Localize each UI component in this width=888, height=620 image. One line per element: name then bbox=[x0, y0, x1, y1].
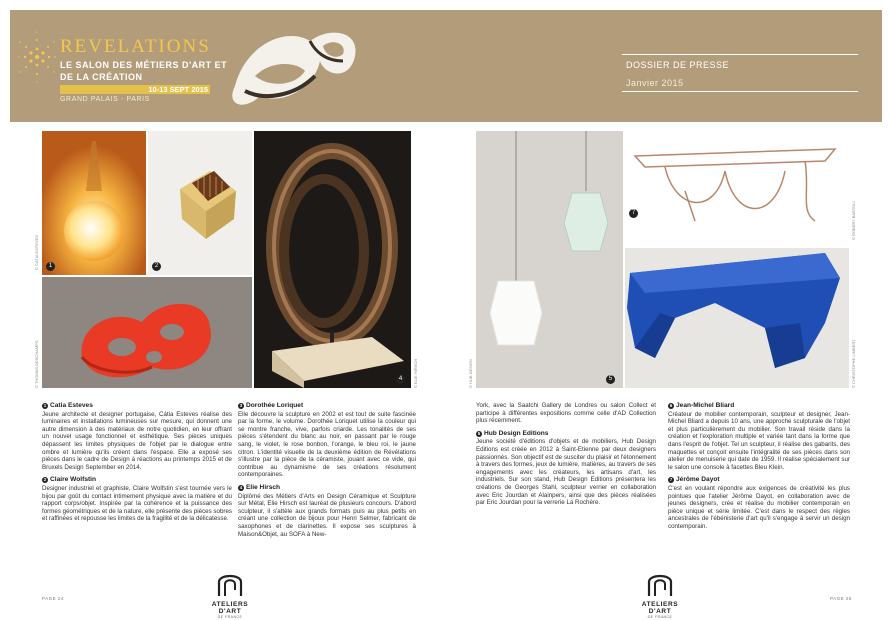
ateliers-logo-right bbox=[630, 570, 690, 619]
section-heading: 1 Catia Esteves bbox=[43, 402, 93, 409]
photo-number: 1 bbox=[46, 262, 55, 271]
photo-number: 2 bbox=[152, 262, 161, 271]
section-body: Diplômé des Métiers d'Arts en Design Céramique et Sculpture sur Métal, Elie Hirsch est lauréat de plusieurs concours. D'abord sculpteur, il s'attèle aux grands formats puis au plus petits en créant une collection de bijoux pour Henri Selmer, fabricant de saxophones et de clarinettes. Il expose ses sculptures à Maison&Objet, au SOFA à New- bbox=[238, 492, 416, 538]
press-box bbox=[622, 54, 858, 92]
lamp-photo bbox=[42, 131, 146, 275]
text-column-left-1 bbox=[42, 402, 232, 528]
header-band bbox=[10, 10, 882, 122]
ateliers-logo-left bbox=[200, 570, 260, 619]
section-body: Créateur de mobilier contemporain, sculpteur et designer, Jean-Michel Bliard a depuis 10 ans, une approche sculpturale de l'objet et plus particulièrement du mobilier. Son travail réside dans la création et l'exploration multiple et variée tant dans la forme que dans l'esprit de l'objet. Tel un sculpteur, il réalise des gabarits, des maquettes et conçoit ensuite l'intégralité de ses pièces dans son atelier de menuiserie qui date de 1959. Il réalise spécialement sur le salon une console à facettes Bleu Klein. bbox=[668, 410, 850, 471]
text-column-right-2 bbox=[668, 402, 850, 536]
page-number-left: PAGE 24 bbox=[42, 596, 64, 601]
section-heading: 6 Jean-Michel Bliard bbox=[669, 402, 735, 409]
section-body: C'est en voulant répondre aux exigences de créativité les plus pointues que l'atelier Jérôme Dayot, en collaboration avec de jeunes designers, crée et réalise du mobilier contemporain en pièce unique et série limitée. C'est dans le respect des règles ancestrales de l'ébénisterie d'art qu'il s'engage à servir un design contemporain. bbox=[668, 484, 850, 530]
press-date: Janvier 2015 bbox=[626, 78, 684, 88]
press-title: DOSSIER DE PRESSE bbox=[626, 60, 730, 70]
page-number-right: PAGE 25 bbox=[830, 596, 852, 601]
section-heading: 3 Dorothée Loriquet bbox=[239, 402, 304, 409]
photo-credit: © ELIE HIRSCH bbox=[413, 358, 418, 388]
ateliers-arch-icon bbox=[645, 570, 675, 596]
blue-console-photo bbox=[625, 248, 849, 388]
section-heading: 4 Elie Hirsch bbox=[239, 483, 281, 491]
photo-credit: © THOMAS DESCHAMPS bbox=[34, 340, 39, 388]
section-heading: 7 Jérôme Dayot bbox=[669, 476, 720, 484]
section-body: Elle découvre la sculpture en 2002 et est tout de suite fascinée par la forme, le volume. Dorothée Loriquet utilise la couleur qui se montre franche, vive, parfois criarde. Les tonalités de ses pièces s'étendent du blanc au noir, en passant par le rouge sang, le violet, le rose bonbon, l'orange, le bleu roi, le jaune citron. L'identité visuelle de la deuxième édition de Révélations s'illustre par la pièce de la céramiste, jouant avec ce vide, qui contribue au dynamisme de ses créations résolument contemporaines. bbox=[238, 410, 416, 479]
glass-lamps-photo bbox=[476, 131, 623, 388]
console-wire-photo bbox=[625, 131, 849, 246]
section-body: Jeune société d'éditions d'objets et de mobiliers, Hub Design Editions est créée en 2012 à Saint-Etienne par deux designers passionnés. Son objectif est de susciter du plaisir et l'étonnement à travers des formes, jeux de lumière, matières, au travers de ses engagements avec les créateurs, les artisans d'art, les industriels. Sur son stand, Hub Design Editions présentera les créations de Georges Stahl, sculpteur verrier en collaboration avec Eric Jourdan et Alainpers, ainsi que des pièces réalisées par Eric Jourdan pour la verrerie La Rochère. bbox=[476, 438, 656, 507]
logo-name: ATELIERS D'ART bbox=[211, 601, 249, 615]
header-sculpture-image bbox=[215, 16, 365, 116]
photo-credit: © HUB DESIGN bbox=[468, 359, 473, 388]
photo-credit: © CATIA ESTEVES bbox=[34, 235, 39, 270]
red-sculpture-photo bbox=[42, 277, 252, 388]
logo-sub: DE FRANCE bbox=[217, 615, 243, 619]
ateliers-arch-icon bbox=[215, 570, 245, 596]
photo-credit: © CHRISTOPHE LIMBERT bbox=[851, 339, 856, 388]
event-dates: 10-13 SEPT 2015 bbox=[60, 85, 210, 94]
photo-number: 4 bbox=[396, 375, 405, 384]
section-body: York, avec la Saatchi Gallery de Londres ou salon Collect et participe à différentes expositions comme celle d'AD Collection plus récemment. bbox=[476, 402, 656, 425]
photo-credit: © ROBERT BARTOLI bbox=[851, 201, 856, 240]
logo-name: ATELIERS D'ART bbox=[641, 601, 679, 615]
sculpture-ring-photo bbox=[254, 131, 411, 388]
section-heading: 2 Claire Wolfstin bbox=[43, 476, 97, 484]
brand-title: REVELATIONS bbox=[60, 36, 211, 57]
brand-subtitle: LE SALON DES MÉTIERS D'ART ET bbox=[60, 60, 228, 70]
dots-logo-icon bbox=[14, 28, 60, 86]
ring-box-photo bbox=[148, 131, 252, 275]
text-column-right-1 bbox=[476, 402, 656, 512]
section-body: Designer industriel et graphiste, Claire Wolfstin s'est tournée vers le bijou par goût du contact intimement physique avec la matière et du rapport corps/objet. Inspirée par la cohérence et la puissance des formes géométriques et de la nature, elle présente des pièces sobres et raffinées et repousse les limites de la fragilité et de la délicatesse. bbox=[42, 484, 232, 523]
section-body: Jeune architecte et designer portugaise, Cátia Esteves réalise des luminaires et installations lumineuses sur mesure, qui donnent une autre dimension à des matériaux de notre quotidien, en leur offrant un nouvel usage fonctionnel et esthétique. Ses pièces uniques dépassent les limites physiques de l'objet par le dialogue entre ombre et lumière qu'ils créent dans l'espace. Elle a exposé ses pièces dans le cadre de Design à réactions au printemps 2015 et de Bruxels Design September en 2014. bbox=[42, 410, 232, 471]
event-venue: GRAND PALAIS - PARIS bbox=[60, 96, 150, 103]
photo-number: 5 bbox=[606, 375, 615, 384]
section-heading: 5 Hub Design Editions bbox=[477, 429, 549, 437]
photo-number: 7 bbox=[629, 209, 638, 218]
text-column-left-2 bbox=[238, 402, 416, 543]
logo-sub: DE FRANCE bbox=[647, 615, 673, 619]
brand-subtitle-2: DE LA CRÉATION bbox=[60, 72, 143, 82]
